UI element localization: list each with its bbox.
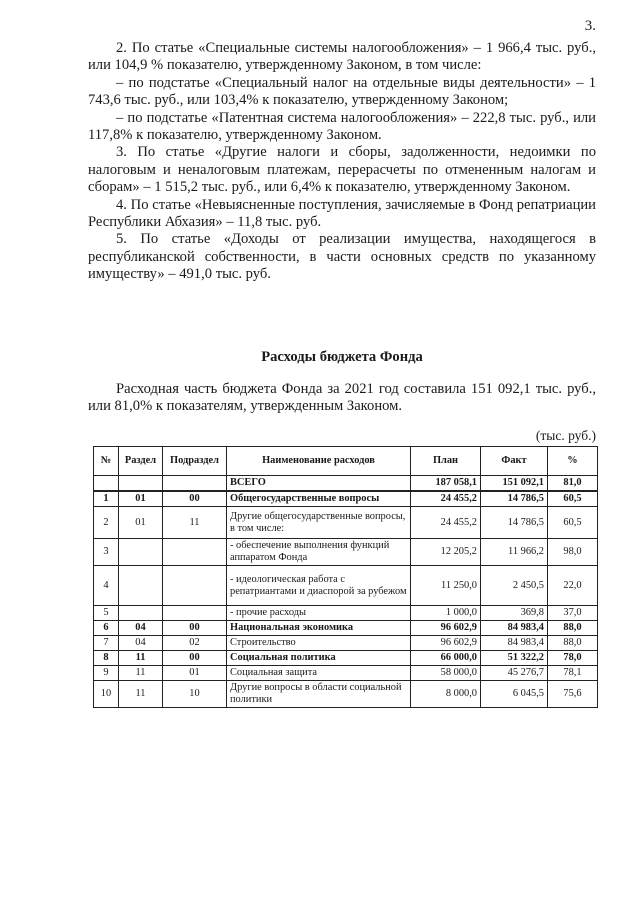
row-percent: 88,0 — [548, 621, 598, 636]
table-row — [94, 651, 598, 666]
row-fact: 2 450,5 — [481, 566, 548, 606]
row-subsection — [163, 539, 227, 566]
row-expense-name: Социальная политика — [227, 651, 411, 666]
row-expense-name: - прочие расходы — [227, 606, 411, 621]
table-row — [94, 636, 598, 651]
row-number: 1 — [94, 491, 119, 507]
total-percent: 81,0 — [548, 476, 598, 492]
paragraph-unclear-receipts: 4. По статье «Невыясненные поступления, зачисляемые в Фонд репатриации Республики Абхазия» – 11,8 тыс. руб. — [88, 196, 596, 231]
table-row — [94, 539, 598, 566]
table-row — [94, 666, 598, 681]
total-fact: 151 092,1 — [481, 476, 548, 492]
row-section: 01 — [119, 507, 163, 539]
table-row — [94, 681, 598, 708]
row-percent: 75,6 — [548, 681, 598, 708]
row-plan: 24 455,2 — [411, 507, 481, 539]
row-fact: 51 322,2 — [481, 651, 548, 666]
table-total-row — [94, 476, 598, 492]
row-plan: 96 602,9 — [411, 636, 481, 651]
row-number: 10 — [94, 681, 119, 708]
page-number: 3. — [584, 18, 596, 34]
section-title: Расходы бюджета Фонда — [261, 349, 423, 365]
table-row — [94, 621, 598, 636]
row-expense-name: - идеологическая работа с репатриантами и диаспорой за рубежом — [227, 566, 411, 606]
row-subsection: 01 — [163, 666, 227, 681]
row-expense-name: Общегосударственные вопросы — [227, 491, 411, 507]
row-fact: 369,8 — [481, 606, 548, 621]
unit-label: (тыс. руб.) — [535, 428, 596, 443]
row-percent: 78,1 — [548, 666, 598, 681]
row-fact: 14 786,5 — [481, 507, 548, 539]
header-number: № — [94, 447, 119, 476]
row-percent: 78,0 — [548, 651, 598, 666]
row-section: 01 — [119, 491, 163, 507]
row-subsection: 11 — [163, 507, 227, 539]
row-fact: 14 786,5 — [481, 491, 548, 507]
row-percent: 98,0 — [548, 539, 598, 566]
row-plan: 12 205,2 — [411, 539, 481, 566]
row-fact: 84 983,4 — [481, 636, 548, 651]
row-number: 3 — [94, 539, 119, 566]
table-row — [94, 566, 598, 606]
row-number: 9 — [94, 666, 119, 681]
row-section: 04 — [119, 636, 163, 651]
row-fact: 84 983,4 — [481, 621, 548, 636]
row-number: 8 — [94, 651, 119, 666]
row-plan: 58 000,0 — [411, 666, 481, 681]
row-percent: 37,0 — [548, 606, 598, 621]
row-subsection — [163, 566, 227, 606]
row-percent: 60,5 — [548, 507, 598, 539]
row-section: 11 — [119, 651, 163, 666]
row-section — [119, 606, 163, 621]
row-expense-name: Национальная экономика — [227, 621, 411, 636]
total-plan: 187 058,1 — [411, 476, 481, 492]
row-percent: 60,5 — [548, 491, 598, 507]
row-number: 2 — [94, 507, 119, 539]
header-subsection: Подраздел — [163, 447, 227, 476]
row-section: 11 — [119, 666, 163, 681]
row-plan: 11 250,0 — [411, 566, 481, 606]
table-row — [94, 491, 598, 507]
table-header-row — [94, 447, 598, 476]
row-plan: 1 000,0 — [411, 606, 481, 621]
row-plan: 8 000,0 — [411, 681, 481, 708]
row-subsection: 00 — [163, 621, 227, 636]
row-expense-name: Социальная защита — [227, 666, 411, 681]
row-percent: 88,0 — [548, 636, 598, 651]
row-number: 4 — [94, 566, 119, 606]
header-plan: План — [411, 447, 481, 476]
paragraph-special-tax-systems: 2. По статье «Специальные системы налогообложения» – 1 966,4 тыс. руб., или 104,9 % показателю, утвержденному Законом, в том числе: — [88, 40, 596, 74]
header-percent: % — [548, 447, 598, 476]
row-expense-name: Другие общегосударственные вопросы, в том числе: — [227, 507, 411, 539]
expenses-table — [93, 446, 598, 708]
header-section: Раздел — [119, 447, 163, 476]
row-expense-name: Другие вопросы в области социальной политики — [227, 681, 411, 708]
row-fact: 45 276,7 — [481, 666, 548, 681]
row-expense-name: Строительство — [227, 636, 411, 651]
paragraph-other-taxes: 3. По статье «Другие налоги и сборы, задолженности, недоимки по налоговым и неналоговым платежам, перерасчеты по отмененным налогам и сборам» – 1 515,2 тыс. руб., или 6,4% к показателю, утвержденному Законом. — [88, 144, 596, 196]
body-text — [88, 40, 596, 284]
row-section: 04 — [119, 621, 163, 636]
row-subsection — [163, 606, 227, 621]
row-section: 11 — [119, 681, 163, 708]
paragraph-property-income: 5. По статье «Доходы от реализации имущества, находящегося в республиканской собственности, в части основных средств по указанному имуществу» – 491,0 тыс. руб. — [88, 231, 596, 283]
row-subsection: 00 — [163, 651, 227, 666]
paragraph-special-tax-activities: – по подстатье «Специальный налог на отдельные виды деятельности» – 1 743,6 тыс. руб., или 103,4% к показателю, утвержденному Законом; — [88, 74, 596, 109]
row-percent: 22,0 — [548, 566, 598, 606]
header-fact: Факт — [481, 447, 548, 476]
paragraph-patent-system: – по подстатье «Патентная система налогообложения» – 222,8 тыс. руб., или 117,8% к показателю, утвержденному Законом. — [88, 109, 596, 144]
row-subsection: 00 — [163, 491, 227, 507]
row-plan: 24 455,2 — [411, 491, 481, 507]
row-expense-name: - обеспечение выполнения функций аппаратом Фонда — [227, 539, 411, 566]
row-fact: 6 045,5 — [481, 681, 548, 708]
row-subsection: 10 — [163, 681, 227, 708]
table-row — [94, 606, 598, 621]
row-section — [119, 539, 163, 566]
row-subsection: 02 — [163, 636, 227, 651]
row-plan: 96 602,9 — [411, 621, 481, 636]
row-plan: 66 000,0 — [411, 651, 481, 666]
intro-paragraph: Расходная часть бюджета Фонда за 2021 год составила 151 092,1 тыс. руб., или 81,0% к показателям, утвержденным Законом. — [88, 381, 596, 415]
row-number: 6 — [94, 621, 119, 636]
row-section — [119, 566, 163, 606]
total-name: ВСЕГО — [227, 476, 411, 492]
row-number: 7 — [94, 636, 119, 651]
table-row — [94, 507, 598, 539]
row-fact: 11 966,2 — [481, 539, 548, 566]
header-expense-name: Наименование расходов — [227, 447, 411, 476]
row-number: 5 — [94, 606, 119, 621]
